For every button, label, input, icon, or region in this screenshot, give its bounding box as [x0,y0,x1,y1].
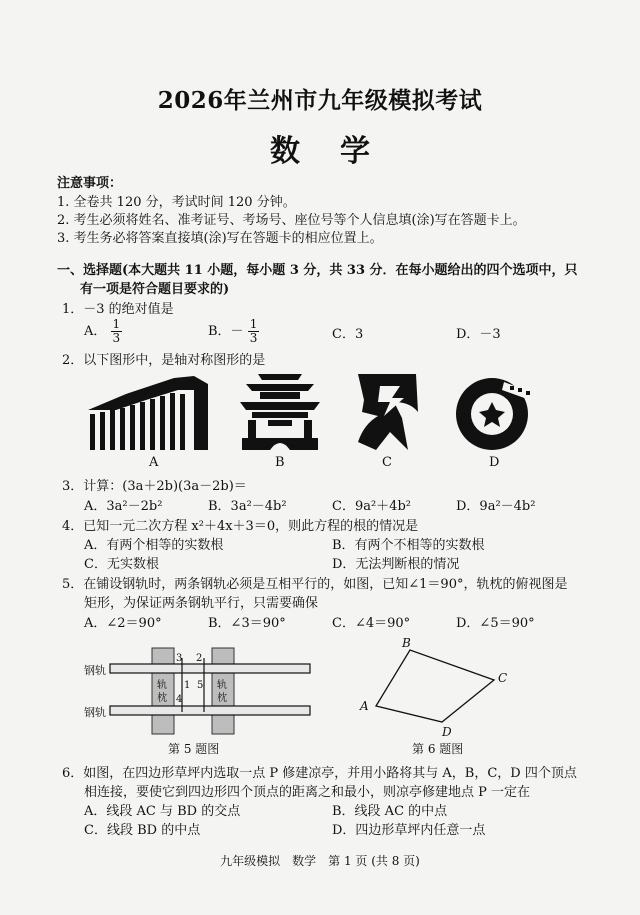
q1-a-fraction [111,318,123,345]
fig6-caption: 第 6 题图 [412,742,464,756]
fig5-sleeper-right-char-1: 轨 [217,680,227,691]
fig6-point-a: A [360,699,369,713]
fig5-angle-1: 1 [184,680,191,691]
fig5-sleeper-left-char-1: 轨 [157,680,167,691]
note-item-3: 3. 考生务必将答案直接填(涂)写在答题卡的相应位置上。 [57,231,383,246]
q2-label-c: C [382,455,392,470]
q4-option-d: D．无法判断根的情况 [332,557,460,572]
fig6-point-b: B [402,636,411,650]
fig5-sleeper-right-char-2: 枕 [217,693,227,704]
subject-title: 数学 [270,134,410,169]
q6-option-c: C．线段 BD 的中点 [84,823,201,838]
q6-stem-line-1: 6．如图，在四边形草坪内选取一点 P 修建凉亭，并用小路将其与 A，B，C，D 四个顶点 [62,766,577,781]
section-heading-line-2: 有一项是符合题目要求的) [80,282,230,297]
q3-option-d: D．9a²－4b² [456,499,536,514]
q2-label-a: A [149,455,159,470]
q2-label-d: D [489,455,500,470]
q3-option-b: B．3a²－4b² [208,499,287,514]
notes-heading: 注意事项： [57,176,123,191]
q5-option-b: B．∠3＝90° [208,616,286,631]
q5-option-c: C．∠4＝90° [332,616,411,631]
q5-option-d: D．∠5＝90° [456,616,535,631]
fig6-quadrilateral [356,636,516,740]
q5-stem-line-1: 5．在铺设钢轨时，两条钢轨必须是互相平行的，如图，已知∠1＝90°，轨枕的俯视图是 [62,577,568,592]
q5-stem-line-2: 矩形，为保证两条钢轨平行，只需要确保 [84,596,319,611]
fig5-rails-diagram [84,644,314,736]
q1-b-denominator: 3 [249,331,258,345]
q4-option-a: A．有两个相等的实数根 [84,538,224,553]
fig5-sleeper-left-char-2: 枕 [157,693,167,704]
q1-option-d: D．－3 [456,327,501,342]
q1-b-label: B．－ [208,324,244,339]
q1-a-numerator: 1 [112,317,121,331]
fig5-angle-2: 2 [196,653,203,664]
q3-stem: 3．计算：(3a＋2b)(3a－2b)＝ [62,479,247,494]
q1-a-label: A． [84,324,107,339]
q2-figure-d-logo [450,372,540,452]
q1-option-a [84,318,122,345]
q1-option-b [208,318,259,345]
q3-option-c: C．9a²＋4b² [332,499,411,514]
q5-option-a: A．∠2＝90° [84,616,162,631]
fig5-caption: 第 5 题图 [168,742,220,756]
section-heading-line-1: 一、选择题(本大题共 11 小题，每小题 3 分，共 33 分．在每小题给出的四个选项中，只 [57,263,578,278]
q4-option-c: C．无实数根 [84,557,159,572]
fig6-point-c: C [498,671,508,685]
note-item-1: 1. 全卷共 120 分，考试时间 120 分钟。 [57,195,296,210]
q2-stem: 2．以下图形中，是轴对称图形的是 [62,353,266,368]
q2-figure-b-pavilion [238,372,322,452]
fig6-point-d: D [442,725,452,739]
exam-title: 2026年兰州市九年级模拟考试 [157,87,483,114]
fig5-angle-5: 5 [197,680,204,691]
q6-stem-line-2: 相连接，要使它到四边形四个顶点的距离之和最小，则凉亭修建地点 P 一定在 [84,785,531,800]
q6-option-a: A．线段 AC 与 BD 的交点 [84,804,241,819]
fig5-rail-bottom-label: 钢轨 [84,706,106,719]
q1-b-fraction [248,318,260,345]
q2-figure-a-building [86,372,212,452]
q4-stem: 4．已知一元二次方程 x²＋4x＋3＝0，则此方程的根的情况是 [62,519,419,534]
q4-option-b: B．有两个不相等的实数根 [332,538,485,553]
page-footer: 九年级模拟 数学 第 1 页 (共 8 页) [220,854,420,868]
q2-figure-c-emblem [350,372,424,452]
q3-option-a: A．3a²－2b² [84,499,163,514]
q2-label-b: B [275,455,285,470]
q1-b-numerator: 1 [249,317,258,331]
q1-option-c: C．3 [332,327,364,342]
note-item-2: 2. 考生必须将姓名、准考证号、考场号、座位号等个人信息填(涂)写在答题卡上。 [57,213,526,228]
q6-option-d: D．四边形草坪内任意一点 [332,823,486,838]
fig5-angle-3: 3 [176,653,183,664]
q1-stem: 1．－3 的绝对值是 [62,302,174,317]
q1-a-denominator: 3 [112,331,121,345]
q6-option-b: B．线段 AC 的中点 [332,804,448,819]
fig5-rail-top-label: 钢轨 [84,664,106,677]
fig5-angle-4: 4 [176,694,183,705]
